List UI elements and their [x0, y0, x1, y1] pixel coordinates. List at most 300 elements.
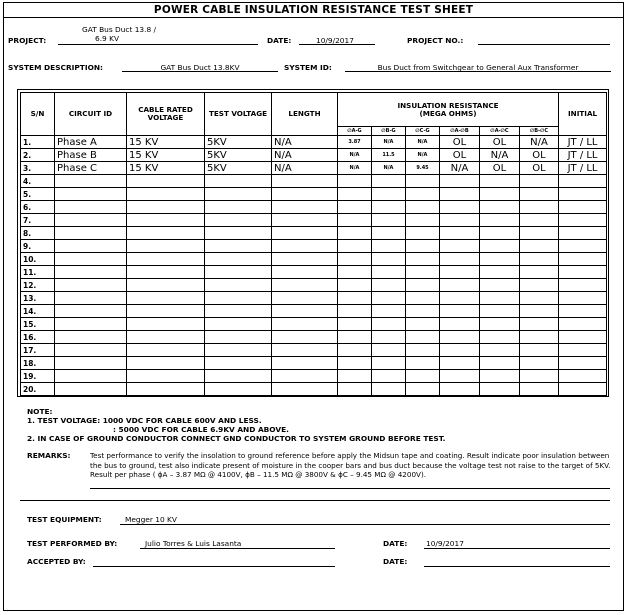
cell-bg: N/A — [372, 136, 406, 149]
cell-sn: 4. — [21, 175, 55, 188]
cell-test: 5KV — [205, 136, 272, 149]
cell-length — [272, 201, 338, 214]
cell-sn: 5. — [21, 188, 55, 201]
cell-ac — [480, 279, 520, 292]
cell-circuit — [55, 292, 127, 305]
cell-length: N/A — [272, 136, 338, 149]
cell-ag — [338, 357, 372, 370]
cell-circuit — [55, 253, 127, 266]
cell-length — [272, 227, 338, 240]
cell-circuit — [55, 175, 127, 188]
table-row — [21, 344, 607, 357]
cell-cg — [406, 201, 440, 214]
cell-circuit: Phase B — [55, 149, 127, 162]
cell-ag — [338, 331, 372, 344]
table-row — [21, 201, 607, 214]
cell-test — [205, 175, 272, 188]
cell-ag — [338, 318, 372, 331]
test-equipment-underline — [120, 524, 610, 525]
cell-test — [205, 331, 272, 344]
cell-sn: 2. — [21, 149, 55, 162]
cell-circuit — [55, 188, 127, 201]
cell-ag — [338, 305, 372, 318]
cell-cg — [406, 383, 440, 396]
cell-bg — [372, 240, 406, 253]
cell-ac — [480, 214, 520, 227]
table-row — [21, 279, 607, 292]
cell-ag — [338, 175, 372, 188]
cell-rated — [127, 292, 205, 305]
table-row — [21, 227, 607, 240]
cell-sn: 18. — [21, 357, 55, 370]
cell-rated: 15 KV — [127, 149, 205, 162]
cell-initial — [559, 240, 607, 253]
cell-length — [272, 240, 338, 253]
remarks-label: REMARKS: — [27, 451, 71, 460]
cell-ab — [440, 188, 480, 201]
note-ground-conductor: 2. IN CASE OF GROUND CONDUCTOR CONNECT GND CONDUCTOR TO SYSTEM GROUND BEFORE TEST. — [27, 434, 446, 443]
table-row — [21, 370, 607, 383]
cell-initial — [559, 266, 607, 279]
cell-rated — [127, 383, 205, 396]
header-length: LENGTH — [272, 93, 338, 136]
cell-rated — [127, 331, 205, 344]
cell-sn: 1. — [21, 136, 55, 149]
sheet-title: POWER CABLE INSULATION RESISTANCE TEST SHEET — [4, 3, 623, 18]
cell-sn: 15. — [21, 318, 55, 331]
table-row — [21, 357, 607, 370]
cell-rated — [127, 279, 205, 292]
cell-ac — [480, 188, 520, 201]
cell-ag: N/A — [338, 162, 372, 175]
cell-rated — [127, 370, 205, 383]
project-underline — [58, 44, 258, 45]
cell-ag — [338, 227, 372, 240]
performed-by-label: TEST PERFORMED BY: — [27, 539, 118, 548]
cell-length — [272, 305, 338, 318]
cell-initial — [559, 344, 607, 357]
cell-ag: N/A — [338, 149, 372, 162]
cell-ag — [338, 279, 372, 292]
cell-ac — [480, 253, 520, 266]
cell-bg — [372, 318, 406, 331]
cell-cg — [406, 331, 440, 344]
cell-rated — [127, 253, 205, 266]
cell-initial — [559, 383, 607, 396]
cell-bc — [520, 357, 559, 370]
cell-cg — [406, 253, 440, 266]
cell-circuit — [55, 201, 127, 214]
table-row — [21, 318, 607, 331]
cell-bg — [372, 175, 406, 188]
accepted-by-underline — [93, 566, 335, 567]
cell-length — [272, 331, 338, 344]
cell-bg — [372, 357, 406, 370]
project-label: PROJECT: — [8, 36, 47, 45]
cell-ag — [338, 240, 372, 253]
cell-bc — [520, 175, 559, 188]
cell-test — [205, 292, 272, 305]
cell-rated — [127, 175, 205, 188]
table-row — [21, 149, 607, 162]
cell-bc: N/A — [520, 136, 559, 149]
remarks-divider — [20, 500, 610, 501]
cell-ab — [440, 279, 480, 292]
subheader-cell: ∅A-∅C — [480, 127, 520, 136]
cell-ag — [338, 253, 372, 266]
cell-ab — [440, 201, 480, 214]
system-id-label: SYSTEM ID: — [284, 63, 332, 72]
cell-bg — [372, 188, 406, 201]
cell-rated — [127, 266, 205, 279]
cell-initial — [559, 175, 607, 188]
table-row — [21, 136, 607, 149]
cell-initial — [559, 227, 607, 240]
cell-circuit — [55, 383, 127, 396]
cell-test — [205, 240, 272, 253]
table-row — [21, 253, 607, 266]
cell-ab — [440, 266, 480, 279]
cell-rated — [127, 318, 205, 331]
cell-length — [272, 279, 338, 292]
cell-test — [205, 266, 272, 279]
cell-bc — [520, 370, 559, 383]
cell-initial — [559, 318, 607, 331]
cell-ac — [480, 292, 520, 305]
cell-circuit — [55, 266, 127, 279]
cell-initial — [559, 292, 607, 305]
cell-bc — [520, 240, 559, 253]
cell-test — [205, 279, 272, 292]
table-row — [21, 305, 607, 318]
cell-test — [205, 357, 272, 370]
system-description-underline — [122, 71, 278, 72]
cell-ac — [480, 370, 520, 383]
cell-ab — [440, 214, 480, 227]
cell-initial — [559, 370, 607, 383]
cell-length — [272, 370, 338, 383]
cell-sn: 8. — [21, 227, 55, 240]
cell-ag — [338, 292, 372, 305]
accepted-date-label: DATE: — [383, 557, 408, 566]
cell-bg — [372, 279, 406, 292]
cell-cg: N/A — [406, 149, 440, 162]
cell-length — [272, 266, 338, 279]
table-row — [21, 240, 607, 253]
cell-ac: N/A — [480, 149, 520, 162]
cell-ab — [440, 253, 480, 266]
cell-bg — [372, 266, 406, 279]
cell-sn: 14. — [21, 305, 55, 318]
cell-cg — [406, 305, 440, 318]
cell-bc — [520, 292, 559, 305]
cell-bg — [372, 253, 406, 266]
system-description-value: GAT Bus Duct 13.8KV — [160, 63, 240, 72]
cell-ag — [338, 370, 372, 383]
cell-circuit — [55, 227, 127, 240]
cell-ab: N/A — [440, 162, 480, 175]
cell-bc — [520, 305, 559, 318]
table-row — [21, 292, 607, 305]
cell-ab — [440, 357, 480, 370]
table-row — [21, 175, 607, 188]
cell-bc — [520, 214, 559, 227]
insulation-test-table — [20, 92, 607, 396]
table-row — [21, 331, 607, 344]
subheader-cell: ∅A-∅B — [440, 127, 480, 136]
cell-bc: OL — [520, 162, 559, 175]
cell-cg: 9.45 — [406, 162, 440, 175]
cell-test — [205, 305, 272, 318]
cell-sn: 10. — [21, 253, 55, 266]
cell-ab — [440, 344, 480, 357]
cell-length — [272, 318, 338, 331]
cell-cg — [406, 279, 440, 292]
system-description-label: SYSTEM DESCRIPTION: — [8, 63, 104, 72]
cell-bg: N/A — [372, 162, 406, 175]
table-row — [21, 214, 607, 227]
cell-ag — [338, 344, 372, 357]
cell-rated — [127, 240, 205, 253]
cell-test — [205, 253, 272, 266]
cell-circuit — [55, 331, 127, 344]
cell-rated — [127, 305, 205, 318]
cell-ag — [338, 188, 372, 201]
cell-sn: 20. — [21, 383, 55, 396]
cell-ag — [338, 214, 372, 227]
cell-sn: 16. — [21, 331, 55, 344]
cell-ac: OL — [480, 162, 520, 175]
cell-ab — [440, 305, 480, 318]
cell-length: N/A — [272, 162, 338, 175]
cell-length — [272, 383, 338, 396]
cell-ac — [480, 357, 520, 370]
cell-ab — [440, 292, 480, 305]
cell-ac — [480, 331, 520, 344]
header-cable-rated-voltage: CABLE RATED VOLTAGE — [127, 93, 205, 136]
cell-bc — [520, 383, 559, 396]
insulation-resistance-label: INSULATION RESISTANCE — [397, 100, 499, 110]
cell-ab: OL — [440, 136, 480, 149]
header-sn: S/N — [21, 93, 55, 136]
cell-length — [272, 292, 338, 305]
cell-length — [272, 357, 338, 370]
note-test-voltage: 1. TEST VOLTAGE: 1000 VDC FOR CABLE 600V AND LESS. — [27, 416, 262, 425]
cell-bg — [372, 214, 406, 227]
performed-by-underline — [140, 548, 335, 549]
cell-test — [205, 344, 272, 357]
cell-test — [205, 214, 272, 227]
cell-cg: N/A — [406, 136, 440, 149]
cell-ac — [480, 201, 520, 214]
subheader-cell: ∅B-∅C — [520, 127, 559, 136]
subheader-cell: ∅C-G — [406, 127, 440, 136]
project-no-underline — [478, 44, 610, 45]
cell-ac — [480, 383, 520, 396]
cell-ab — [440, 383, 480, 396]
cell-initial — [559, 331, 607, 344]
cell-sn: 12. — [21, 279, 55, 292]
cell-initial — [559, 253, 607, 266]
header-initial: INITIAL — [559, 93, 607, 136]
cell-bc: OL — [520, 149, 559, 162]
cell-cg — [406, 370, 440, 383]
cell-bg — [372, 201, 406, 214]
cell-test — [205, 383, 272, 396]
cell-circuit: Phase A — [55, 136, 127, 149]
cell-length — [272, 188, 338, 201]
performed-date-label: DATE: — [383, 539, 408, 548]
cell-sn: 19. — [21, 370, 55, 383]
remarks-text: Test performance to verify the insolation to ground reference before apply the Midsun tape and coating. Result indicate poor insulation between the bus to ground, test also indicate present of moisture in the cooper bars and bus duct because the voltage test not raise to the target of 5KV. Result per phase ( ϕA – 3.87 MΩ @ 4100V, ϕB – 11.5 MΩ @ 3800V & ϕC – 9.45 MΩ @ 4200V). — [90, 451, 611, 479]
system-id-value: Bus Duct from Switchgear to General Aux Transformer — [377, 63, 579, 72]
cell-bc — [520, 344, 559, 357]
cell-bc — [520, 201, 559, 214]
test-equipment-label: TEST EQUIPMENT: — [27, 515, 102, 524]
cell-bc — [520, 253, 559, 266]
cell-cg — [406, 292, 440, 305]
cell-sn: 3. — [21, 162, 55, 175]
table-row — [21, 188, 607, 201]
cell-ac — [480, 227, 520, 240]
cell-cg — [406, 227, 440, 240]
cell-ag — [338, 201, 372, 214]
cell-test — [205, 227, 272, 240]
cell-test: 5KV — [205, 149, 272, 162]
accepted-by-label: ACCEPTED BY: — [27, 557, 86, 566]
cell-ac — [480, 240, 520, 253]
cell-rated — [127, 188, 205, 201]
cell-circuit — [55, 279, 127, 292]
date-value: 10/9/2017 — [316, 36, 354, 45]
cell-ac — [480, 175, 520, 188]
table-row — [21, 162, 607, 175]
cell-cg — [406, 214, 440, 227]
cell-circuit — [55, 305, 127, 318]
cell-bg — [372, 370, 406, 383]
header-test-voltage: TEST VOLTAGE — [205, 93, 272, 136]
cell-test — [205, 318, 272, 331]
cell-bc — [520, 188, 559, 201]
cell-initial — [559, 201, 607, 214]
cell-ab — [440, 240, 480, 253]
cell-bg — [372, 305, 406, 318]
cell-length — [272, 344, 338, 357]
system-id-underline — [345, 71, 611, 72]
cell-bc — [520, 279, 559, 292]
cell-ag — [338, 266, 372, 279]
cell-bc — [520, 331, 559, 344]
cell-cg — [406, 240, 440, 253]
cell-sn: 9. — [21, 240, 55, 253]
cell-circuit: Phase C — [55, 162, 127, 175]
cell-length: N/A — [272, 149, 338, 162]
cell-bg — [372, 292, 406, 305]
cell-initial: JT / LL — [559, 149, 607, 162]
header-circuit-id: CIRCUIT ID — [55, 93, 127, 136]
cell-test — [205, 201, 272, 214]
cell-initial: JT / LL — [559, 162, 607, 175]
test-equipment-value: Megger 10 KV — [125, 515, 177, 524]
cell-sn: 17. — [21, 344, 55, 357]
cell-length — [272, 175, 338, 188]
cell-cg — [406, 188, 440, 201]
cell-cg — [406, 318, 440, 331]
cell-ac: OL — [480, 136, 520, 149]
cell-initial — [559, 214, 607, 227]
cell-length — [272, 214, 338, 227]
cell-test — [205, 188, 272, 201]
note-heading: NOTE: — [27, 407, 53, 416]
cell-initial — [559, 357, 607, 370]
cell-sn: 6. — [21, 201, 55, 214]
cell-circuit — [55, 214, 127, 227]
performed-by-value: Julio Torres & Luis Lasanta — [145, 539, 242, 548]
date-underline — [299, 44, 375, 45]
cell-ab — [440, 370, 480, 383]
cell-bg — [372, 227, 406, 240]
cell-rated: 15 KV — [127, 162, 205, 175]
cell-initial: JT / LL — [559, 136, 607, 149]
cell-ac — [480, 305, 520, 318]
cell-bc — [520, 227, 559, 240]
cell-cg — [406, 357, 440, 370]
cell-cg — [406, 266, 440, 279]
cell-circuit — [55, 318, 127, 331]
date-label: DATE: — [267, 36, 292, 45]
cell-ac — [480, 266, 520, 279]
cell-rated — [127, 357, 205, 370]
performed-date-underline — [424, 548, 610, 549]
cell-circuit — [55, 240, 127, 253]
insulation-unit-label: (MEGA OHMS) — [419, 108, 477, 118]
remarks-underline — [90, 488, 610, 489]
note-test-voltage-high: : 5000 VDC FOR CABLE 6.9KV AND ABOVE. — [113, 425, 289, 434]
table-row — [21, 383, 607, 396]
cell-ab — [440, 331, 480, 344]
cell-initial — [559, 279, 607, 292]
project-value-line1: GAT Bus Duct 13.8 / — [82, 25, 157, 34]
cell-length — [272, 253, 338, 266]
cell-bg — [372, 331, 406, 344]
cell-sn: 7. — [21, 214, 55, 227]
cell-ab — [440, 227, 480, 240]
cell-sn: 13. — [21, 292, 55, 305]
cell-initial — [559, 305, 607, 318]
cell-rated — [127, 201, 205, 214]
cell-initial — [559, 188, 607, 201]
cell-circuit — [55, 357, 127, 370]
cell-sn: 11. — [21, 266, 55, 279]
cell-circuit — [55, 370, 127, 383]
cell-bg: 11.5 — [372, 149, 406, 162]
cell-bg — [372, 383, 406, 396]
cell-rated — [127, 214, 205, 227]
cell-cg — [406, 344, 440, 357]
subheader-cell: ∅A-G — [338, 127, 372, 136]
cell-ab: OL — [440, 149, 480, 162]
project-no-label: PROJECT NO.: — [407, 36, 464, 45]
header-insulation-resistance — [338, 93, 559, 127]
cell-ag: 3.87 — [338, 136, 372, 149]
cell-ab — [440, 318, 480, 331]
accepted-date-underline — [424, 566, 610, 567]
table-row — [21, 266, 607, 279]
cell-bc — [520, 318, 559, 331]
cell-test — [205, 370, 272, 383]
project-value-line2: 6.9 KV — [95, 34, 120, 43]
cell-rated: 15 KV — [127, 136, 205, 149]
